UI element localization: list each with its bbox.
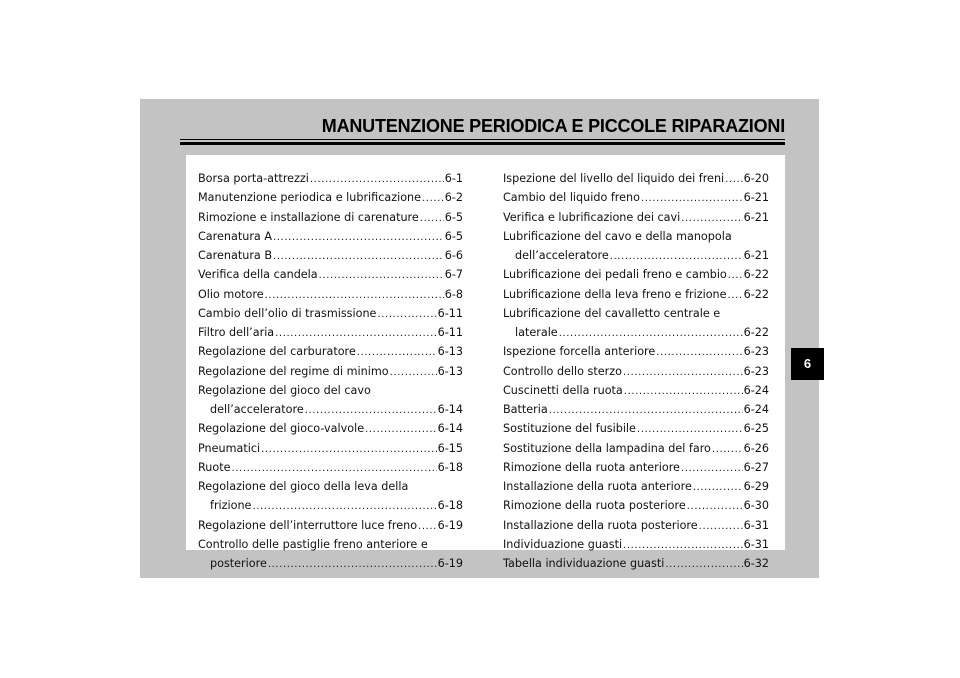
toc-entry[interactable]: Ispezione forcella anteriore ..... 6-23	[503, 342, 769, 361]
toc-entry[interactable]: Rimozione della ruota anteriore ..... 6-27	[503, 458, 769, 477]
toc-entry[interactable]: Rimozione della ruota posteriore ..... 6-30	[503, 496, 769, 515]
toc-entry[interactable]: frizione ..... 6-18	[198, 496, 463, 515]
toc-entry[interactable]: dell’acceleratore ..... 6-21	[503, 246, 769, 265]
toc-entry[interactable]: Regolazione del carburatore ..... 6-13	[198, 342, 463, 361]
toc-left-column	[198, 169, 463, 573]
toc-entry[interactable]: Cambio del liquido freno ..... 6-21	[503, 188, 769, 207]
toc-page-number: 6-23	[743, 345, 769, 359]
toc-entry[interactable]: Installazione della ruota anteriore ..... 6-29	[503, 477, 769, 496]
toc-entry-heading[interactable]: Lubrificazione del cavalletto centrale e	[503, 306, 721, 320]
toc-page-number: 6-19	[437, 518, 463, 532]
toc-entry[interactable]: Ruote ..... 6-18	[198, 458, 463, 477]
toc-entry[interactable]: Tabella individuazione guasti ..... 6-32	[503, 554, 769, 573]
toc-page-number: 6-29	[743, 480, 769, 493]
toc-page-number: 6-5	[444, 229, 463, 243]
toc-page-number: 6-21	[743, 210, 769, 224]
toc-page-number: 6-14	[437, 403, 463, 416]
page-title: MANUTENZIONE PERIODICA E PICCOLE RIPARAZIONI	[321, 116, 785, 136]
toc-entry[interactable]: Sostituzione del fusibile ..... 6-25	[503, 419, 769, 438]
toc-entry[interactable]: Lubrificazione della leva freno e frizione ..... 6-22	[503, 285, 769, 304]
toc-entry-heading[interactable]: Lubrificazione del cavo e della manopola	[503, 229, 732, 243]
toc-entry[interactable]: Installazione della ruota posteriore ..... 6-31	[503, 516, 769, 535]
toc-right-column	[503, 169, 769, 573]
toc-page-number: 6-6	[444, 249, 463, 262]
toc-page-number: 6-11	[437, 306, 463, 320]
toc-entry[interactable]: Sostituzione della lampadina del faro ..... 6-26	[503, 439, 769, 458]
toc-entry-heading[interactable]: Regolazione del gioco del cavo	[198, 383, 371, 397]
chapter-tab[interactable]: 6	[791, 348, 824, 380]
toc-page-number: 6-21	[743, 191, 769, 205]
toc-page-number: 6-31	[743, 518, 769, 532]
toc-page-number: 6-24	[743, 403, 769, 416]
toc-entry[interactable]: dell’acceleratore ..... 6-14	[198, 400, 463, 419]
toc-page-number: 6-21	[743, 249, 769, 262]
toc-page-number: 6-2	[444, 191, 463, 205]
toc-page-number: 6-5	[444, 210, 463, 224]
title-rule-thick	[180, 142, 785, 145]
toc-panel	[186, 155, 785, 570]
toc-entry[interactable]: Cambio dell’olio di trasmissione ..... 6-11	[198, 304, 463, 323]
toc-page-number: 6-27	[743, 460, 769, 474]
toc-page-number: 6-18	[437, 460, 463, 474]
toc-entry[interactable]: Regolazione del regime di minimo ..... 6-13	[198, 362, 463, 381]
toc-page-number: 6-15	[437, 441, 463, 455]
toc-entry[interactable]: Pneumatici ..... 6-15	[198, 439, 463, 458]
toc-page-number: 6-18	[437, 499, 463, 513]
toc-entry[interactable]: laterale ..... 6-22	[503, 323, 769, 342]
toc-page-number: 6-31	[743, 537, 769, 551]
toc-entry[interactable]: Regolazione dell’interruttore luce freno ..... 6-19	[198, 516, 463, 535]
toc-page-number: 6-1	[444, 172, 463, 185]
toc-entry[interactable]: Verifica e lubrificazione dei cavi ..... 6-21	[503, 208, 769, 227]
toc-entry[interactable]: Rimozione e installazione di carenature ..... 6-5	[198, 208, 463, 227]
toc-page-number: 6-32	[743, 557, 769, 570]
toc-page-number: 6-11	[437, 326, 463, 339]
toc-page-number: 6-8	[444, 287, 463, 301]
toc-entry[interactable]: Olio motore ..... 6-8	[198, 285, 463, 304]
toc-page-number: 6-30	[743, 499, 769, 513]
toc-entry[interactable]: Borsa porta-attrezzi ..... 6-1	[198, 169, 463, 188]
toc-entry[interactable]: Individuazione guasti ..... 6-31	[503, 535, 769, 554]
toc-entry[interactable]: Regolazione del gioco-valvole ..... 6-14	[198, 419, 463, 438]
toc-entry[interactable]: Cuscinetti della ruota ..... 6-24	[503, 381, 769, 400]
toc-entry[interactable]: Controllo dello sterzo ..... 6-23	[503, 362, 769, 381]
toc-entry[interactable]: Batteria ..... 6-24	[503, 400, 769, 419]
toc-entry-heading[interactable]: Regolazione del gioco della leva della	[198, 480, 409, 493]
toc-entry[interactable]: Carenatura B ..... 6-6	[198, 246, 463, 265]
toc-page-number: 6-20	[743, 172, 769, 185]
toc-page-number: 6-19	[437, 557, 463, 570]
toc-entry[interactable]: Ispezione del livello del liquido dei freni ..... 6-20	[503, 169, 769, 188]
toc-entry[interactable]: posteriore ..... 6-19	[198, 554, 463, 573]
toc-page-number: 6-13	[437, 364, 463, 378]
toc-page-number: 6-7	[444, 268, 463, 282]
toc-entry[interactable]: Verifica della candela ..... 6-7	[198, 265, 463, 284]
toc-page-number: 6-22	[743, 326, 769, 339]
toc-page-number: 6-13	[437, 345, 463, 359]
title-rule	[180, 139, 785, 140]
toc-page-number: 6-14	[437, 422, 463, 436]
toc-entry-heading[interactable]: Controllo delle pastiglie freno anteriore e	[198, 537, 428, 551]
toc-page-number: 6-25	[743, 422, 769, 436]
toc-page-number: 6-26	[743, 441, 769, 455]
toc-entry[interactable]: Carenatura A ..... 6-5	[198, 227, 463, 246]
toc-page-number: 6-23	[743, 364, 769, 378]
toc-entry[interactable]: Lubrificazione dei pedali freno e cambio ..... 6-22	[503, 265, 769, 284]
toc-page-number: 6-22	[743, 268, 769, 282]
toc-entry[interactable]: Filtro dell’aria ..... 6-11	[198, 323, 463, 342]
toc-entry[interactable]: Manutenzione periodica e lubrificazione ..... 6-2	[198, 188, 463, 207]
toc-page-number: 6-24	[743, 383, 769, 397]
toc-page-number: 6-22	[743, 287, 769, 301]
